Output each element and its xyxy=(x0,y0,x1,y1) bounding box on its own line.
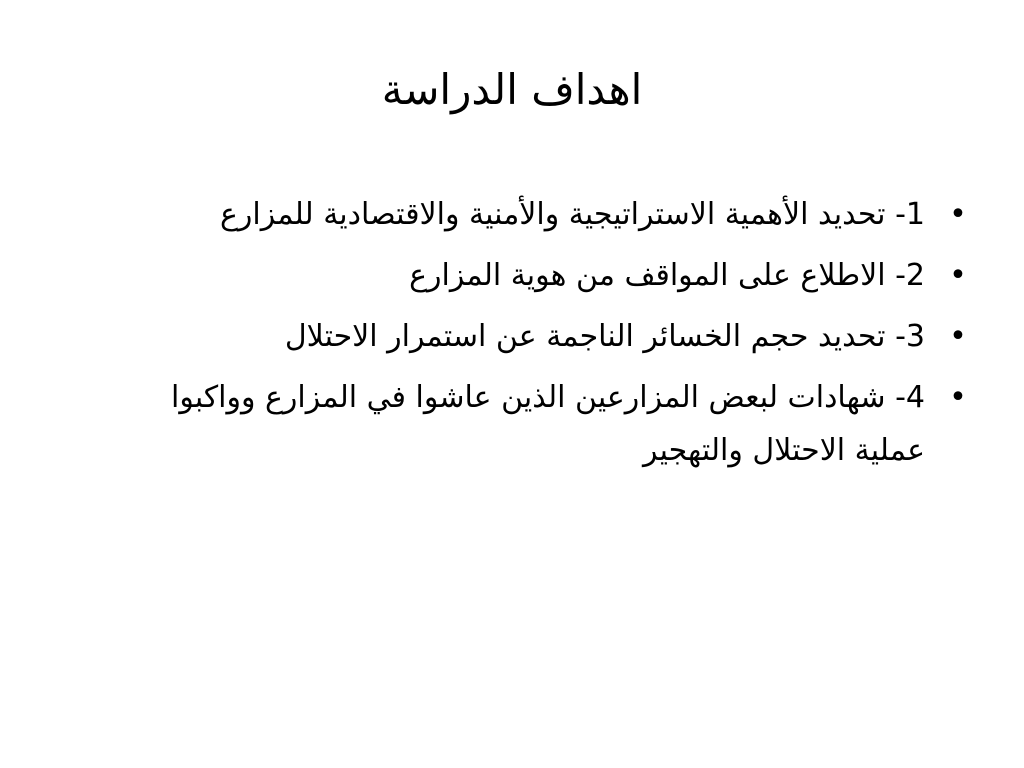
list-item xyxy=(120,249,970,302)
bullet-icon: • xyxy=(949,319,967,354)
slide-title: اهداف الدراسة xyxy=(381,65,643,114)
objectives-list xyxy=(120,188,970,485)
list-item-text: 2- الاطلاع على المواقف من هوية المزارع xyxy=(409,258,925,293)
list-item-text: 4- شهادات لبعض المزارعين الذين عاشوا في المزارع وواكبوا عملية الاحتلال والتهجير xyxy=(171,380,925,468)
list-item xyxy=(120,310,970,363)
list-item xyxy=(120,188,970,241)
list-item xyxy=(120,371,970,477)
list-item-text: 3- تحديد حجم الخسائر الناجمة عن استمرار الاحتلال xyxy=(284,319,925,354)
list-item-text: 1- تحديد الأهمية الاستراتيجية والأمنية والاقتصادية للمزارع xyxy=(219,197,925,232)
bullet-icon: • xyxy=(949,197,967,232)
bullet-icon: • xyxy=(949,380,967,415)
bullet-icon: • xyxy=(949,258,967,293)
